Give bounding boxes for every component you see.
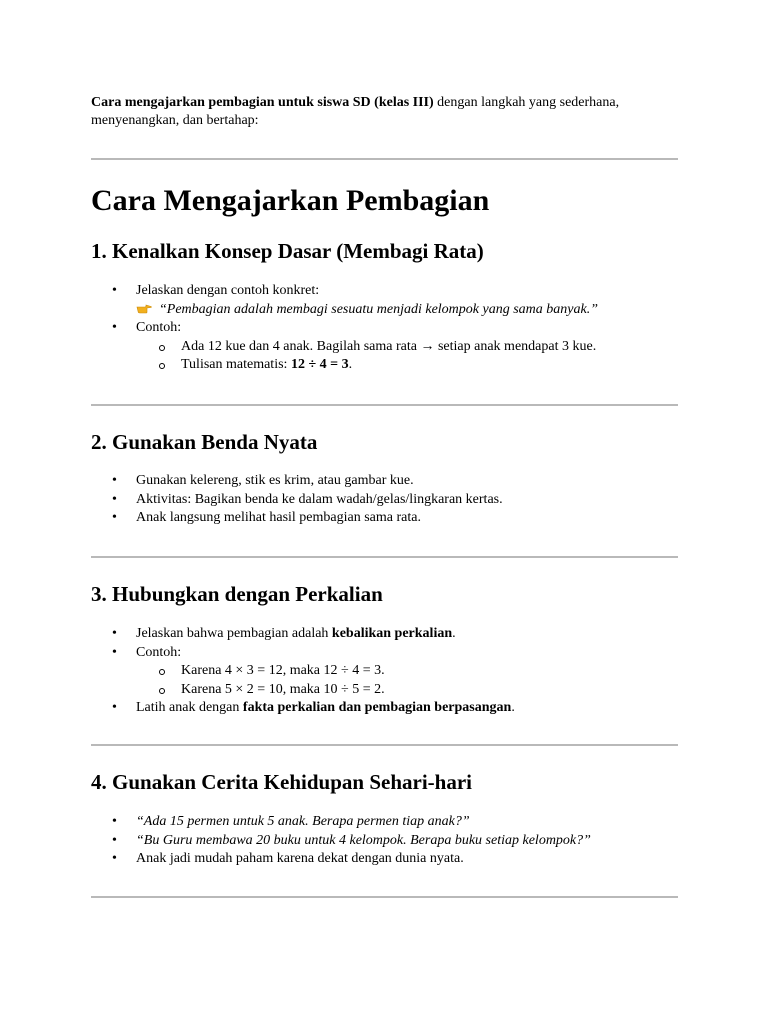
list-item bbox=[91, 319, 691, 375]
pointing-hand-icon bbox=[136, 301, 150, 313]
section-2-heading: 2. Gunakan Benda Nyata bbox=[91, 430, 318, 454]
list-item: • Aktivitas: Bagikan benda ke dalam wadah/gelas/lingkaran kertas. bbox=[91, 491, 691, 510]
section-1-heading: 1. Kenalkan Konsep Dasar (Membagi Rata) bbox=[91, 239, 484, 263]
list-item-bold: fakta perkalian dan pembagian berpasangan bbox=[242, 700, 512, 715]
sub-list bbox=[136, 662, 691, 699]
list-item bbox=[91, 813, 691, 832]
list-item: • Anak jadi mudah paham karena dekat dengan dunia nyata. bbox=[91, 850, 691, 869]
page-title: Cara Mengajarkan Pembagian bbox=[91, 184, 490, 217]
section-3-heading: 3. Hubungkan dengan Perkalian bbox=[91, 582, 383, 606]
intro-paragraph bbox=[91, 94, 691, 130]
sub-item-bold: 12 ÷ 4 = 3 bbox=[290, 357, 349, 372]
quote-text: “Bu Guru membawa 20 buku untuk 4 kelompok. Berapa buku setiap kelompok?” bbox=[136, 832, 591, 848]
section-1-list bbox=[91, 282, 691, 375]
quote-text: “Ada 15 permen untuk 5 anak. Berapa permen tiap anak?” bbox=[136, 814, 470, 829]
list-item-text: Contoh: bbox=[136, 320, 182, 335]
list-item: • Gunakan kelereng, stik es krim, atau gambar kue. bbox=[91, 472, 691, 491]
list-item-bold: kebalikan perkalian bbox=[331, 626, 453, 641]
quote-text: “Pembagian adalah membagi sesuatu menjadi kelompok yang sama banyak.” bbox=[159, 301, 598, 317]
divider-3 bbox=[91, 556, 678, 558]
list-item bbox=[91, 644, 691, 700]
sub-list-item bbox=[136, 356, 691, 375]
sub-item-text: Tulisan matematis: bbox=[181, 357, 291, 372]
divider-1 bbox=[91, 158, 678, 160]
list-item bbox=[91, 832, 691, 851]
list-item bbox=[91, 625, 691, 644]
divider-4 bbox=[91, 744, 678, 746]
intro-bold: Cara mengajarkan pembagian untuk siswa SD (kelas III) bbox=[91, 95, 434, 110]
quote-line bbox=[136, 301, 691, 320]
sub-list-item: Karena 4 × 3 = 12, maka 12 ÷ 4 = 3. bbox=[136, 662, 691, 681]
list-item: • Anak langsung melihat hasil pembagian sama rata. bbox=[91, 509, 691, 528]
sub-item-suffix: . bbox=[348, 357, 353, 372]
divider-5 bbox=[91, 896, 678, 898]
section-4-heading: 4. Gunakan Cerita Kehidupan Sehari-hari bbox=[91, 770, 472, 794]
sub-list-item: Karena 5 × 2 = 10, maka 10 ÷ 5 = 2. bbox=[136, 681, 691, 700]
list-item-text: Latih anak dengan bbox=[136, 700, 243, 715]
section-4-list bbox=[91, 813, 691, 869]
section-3-list bbox=[91, 625, 691, 718]
intro-text: dengan langkah yang sederhana, menyenangkan, dan bertahap: bbox=[91, 95, 620, 128]
list-item-text: Jelaskan dengan contoh konkret: bbox=[136, 283, 320, 298]
section-2-list bbox=[91, 472, 691, 528]
list-item-suffix: . bbox=[452, 626, 456, 641]
divider-2 bbox=[91, 404, 678, 406]
sub-list bbox=[136, 338, 691, 375]
list-item-text: Jelaskan bahwa pembagian adalah bbox=[136, 626, 332, 641]
list-item-suffix: . bbox=[511, 700, 515, 715]
list-item-text: Contoh: bbox=[136, 644, 182, 660]
sub-list-item: Ada 12 kue dan 4 anak. Bagilah sama rata → setiap anak mendapat 3 kue. bbox=[136, 338, 691, 357]
list-item bbox=[91, 282, 691, 319]
list-item bbox=[91, 699, 691, 718]
